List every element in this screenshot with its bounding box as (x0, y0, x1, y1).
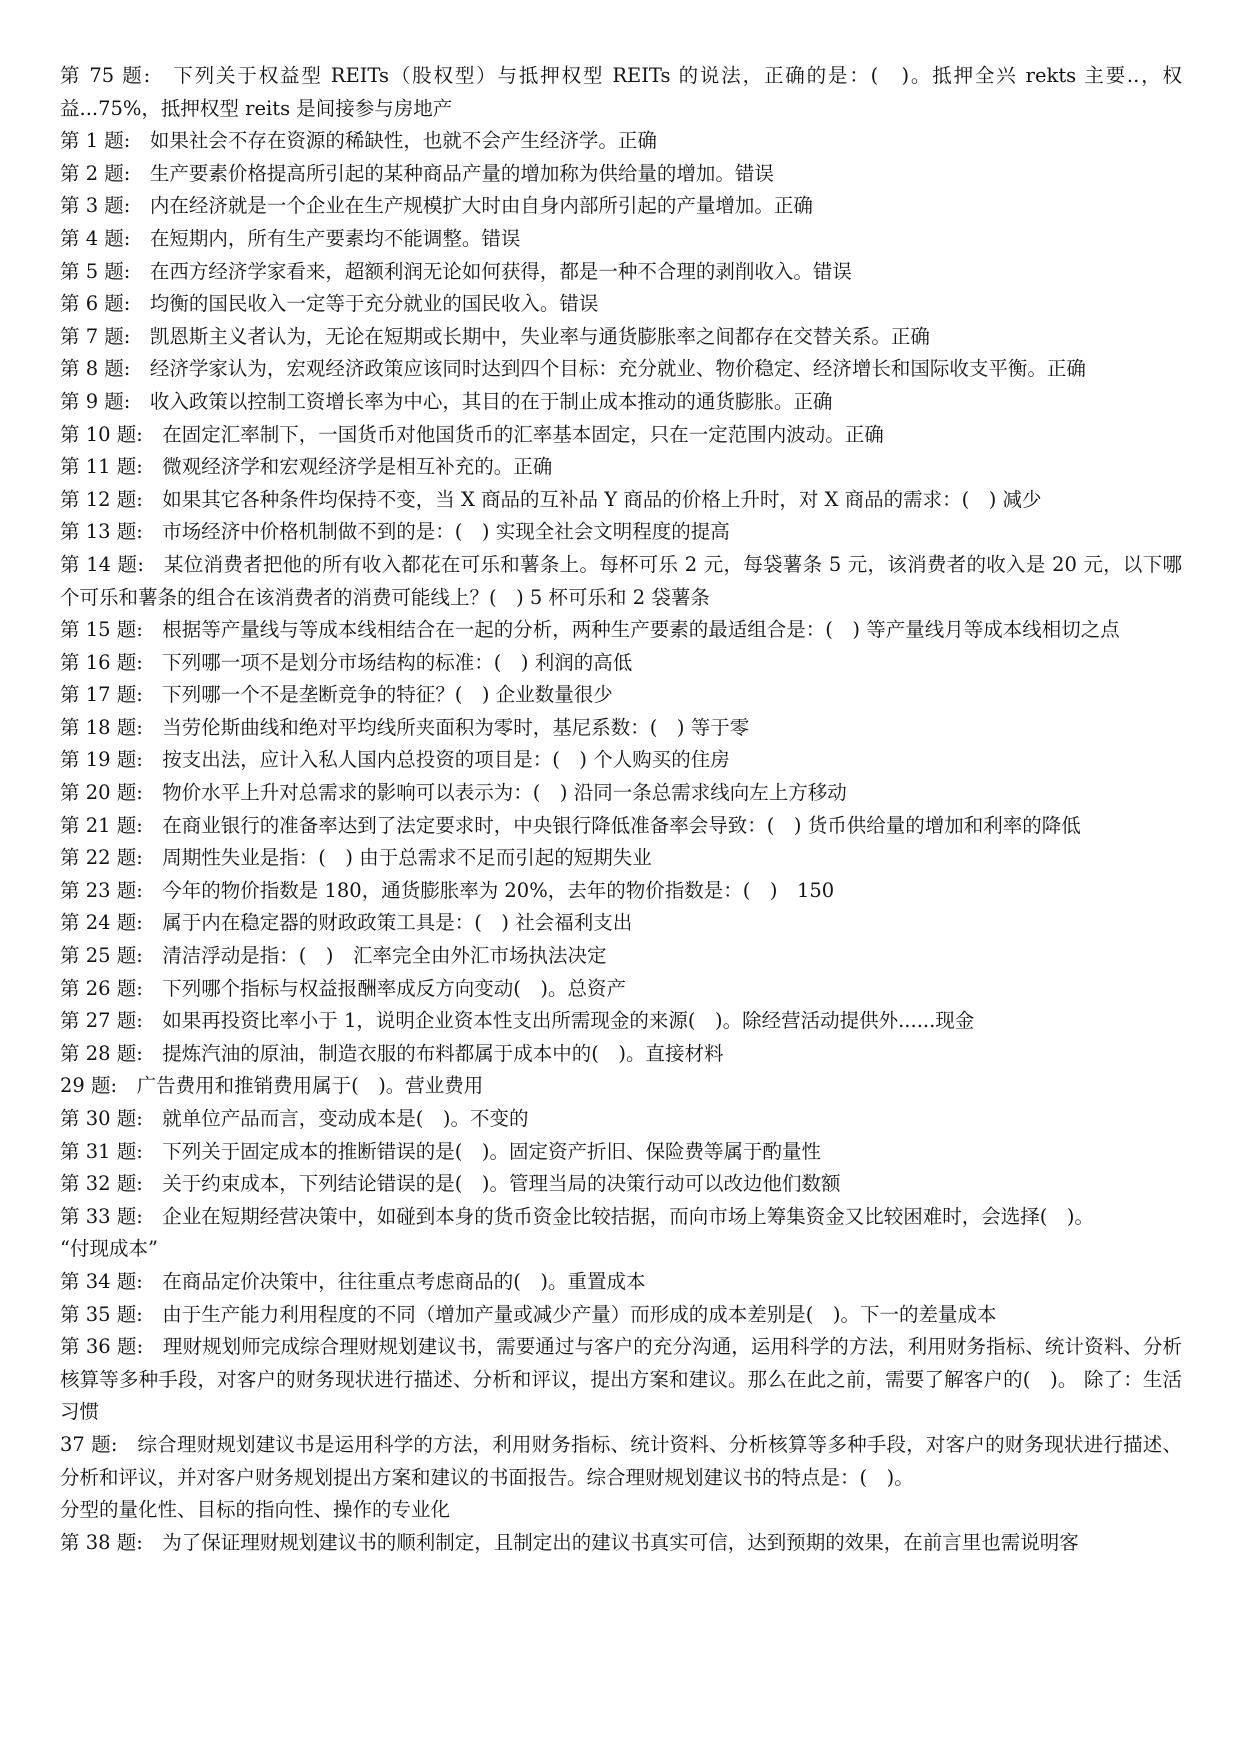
question-31-line: 第 31 题: 下列关于固定成本的推断错误的是( )。固定资产折旧、保险费等属于酌量性 (60, 1139, 821, 1163)
question-22-line: 第 22 题: 周期性失业是指：( ) 由于总需求不足而引起的短期失业 (60, 846, 652, 870)
question-21-line: 第 21 题: 在商业银行的准备率达到了法定要求时，中央银行降低准备率会导致：( ) 货币供给量的增加和利率的降低 (60, 813, 1081, 837)
question-33-answer-line: “付现成本” (60, 1237, 158, 1261)
question-18-line: 第 18 题: 当劳伦斯曲线和绝对平均线所夹面积为零时，基尼系数：( ) 等于零 (60, 715, 750, 739)
question-19-line: 第 19 题: 按支出法，应计入私人国内总投资的项目是：( ) 个人购买的住房 (60, 748, 730, 772)
question-3-line: 第 3 题: 内在经济就是一个企业在生产规模扩大时由自身内部所引起的产量增加。正确 (60, 194, 813, 218)
question-23-line: 第 23 题: 今年的物价指数是 180，通货膨胀率为 20%，去年的物价指数是：( ) 150 (60, 878, 835, 902)
question-28-line: 第 28 题: 提炼汽油的原油，制造衣服的布料都属于成本中的( )。直接材料 (60, 1041, 724, 1065)
question-29-line: 29 题: 广告费用和推销费用属于( )。营业费用 (60, 1074, 484, 1098)
question-36-line: 第 36 题: 理财规划师完成综合理财规划建议书，需要通过与客户的充分沟通，运用科学的方法，利用财务指标、统计资料、分析核算等多种手段，对客户的财务现状进行描述、分析和评议，提出方案和建议。那么在此之前，需要了解客户的( )。 除了：生活习惯 (60, 1335, 1182, 1424)
question-4-line: 第 4 题: 在短期内，所有生产要素均不能调整。错误 (60, 226, 521, 250)
question-33-line: 第 33 题: 企业在短期经营决策中，如碰到本身的货币资金比较拮据，而向市场上筹集资金又比较困难时，会选择( )。 (60, 1204, 1094, 1228)
question-20-line: 第 20 题: 物价水平上升对总需求的影响可以表示为：( ) 沿同一条总需求线向左上方移动 (60, 781, 847, 805)
question-26-line: 第 26 题: 下列哪个指标与权益报酬率成反方向变动( )。总资产 (60, 976, 626, 1000)
question-11-line: 第 11 题: 微观经济学和宏观经济学是相互补充的。正确 (60, 455, 553, 479)
question-75-line: 第 75 题: 下列关于权益型 REITs（股权型）与抵押权型 REITs 的说法，正确的是：( )。抵押全兴 rekts 主要..，权益...75%，抵押权型 reits 是间接参与房地产 (60, 64, 1182, 120)
question-13-line: 第 13 题: 市场经济中价格机制做不到的是：( ) 实现全社会文明程度的提高 (60, 520, 730, 544)
question-12-line: 第 12 题: 如果其它各种条件均保持不变，当 X 商品的互补品 Y 商品的价格上升时，对 X 商品的需求：( ) 减少 (60, 487, 1042, 511)
question-37-line: 37 题: 综合理财规划建议书是运用科学的方法，利用财务指标、统计资料、分析核算等多种手段，对客户的财务现状进行描述、分析和评议，并对客户财务规划提出方案和建议的书面报告。综合理财规划建议书的特点是：( )。 (60, 1432, 1182, 1489)
question-37-answer-line: 分型的量化性、目标的指向性、操作的专业化 (60, 1498, 451, 1522)
document-body (60, 60, 1182, 1559)
question-2-line: 第 2 题: 生产要素价格提高所引起的某种商品产量的增加称为供给量的增加。错误 (60, 161, 774, 185)
question-32-line: 第 32 题: 关于约束成本，下列结论错误的是( )。管理当局的决策行动可以改边他们数额 (60, 1172, 841, 1196)
question-38-line: 第 38 题: 为了保证理财规划建议书的顺利制定，且制定出的建议书真实可信，达到预期的效果，在前言里也需说明客 (60, 1530, 1079, 1554)
question-8-line: 第 8 题: 经济学家认为，宏观经济政策应该同时达到四个目标：充分就业、物价稳定、经济增长和国际收支平衡。正确 (60, 357, 1086, 381)
question-35-line: 第 35 题: 由于生产能力利用程度的不同（增加产量或减少产量）而形成的成本差别是( )。下一的差量成本 (60, 1302, 997, 1326)
question-17-line: 第 17 题: 下列哪一个不是垄断竞争的特征？( ) 企业数量很少 (60, 683, 613, 707)
question-1-line: 第 1 题: 如果社会不存在资源的稀缺性，也就不会产生经济学。正确 (60, 129, 657, 153)
question-15-line: 第 15 题: 根据等产量线与等成本线相结合在一起的分析，两种生产要素的最适组合是：( ) 等产量线月等成本线相切之点 (60, 618, 1120, 642)
question-27-line: 第 27 题: 如果再投资比率小于 1，说明企业资本性支出所需现金的来源( )。除经营活动提供外......现金 (60, 1009, 975, 1033)
question-9-line: 第 9 题: 收入政策以控制工资增长率为中心，其目的在于制止成本推动的通货膨胀。正确 (60, 389, 833, 413)
question-14-line: 第 14 题: 某位消费者把他的所有收入都花在可乐和薯条上。每杯可乐 2 元，每袋薯条 5 元，该消费者的收入是 20 元，以下哪个可乐和薯条的组合在该消费者的消费可能线上？( ) 5 杯可乐和 2 袋薯条 (60, 552, 1182, 609)
question-24-line: 第 24 题: 属于内在稳定器的财政政策工具是：( ) 社会福利支出 (60, 911, 633, 935)
question-5-line: 第 5 题: 在西方经济学家看来，超额利润无论如何获得，都是一种不合理的剥削收入。错误 (60, 259, 852, 283)
question-30-line: 第 30 题: 就单位产品而言，变动成本是( )。不变的 (60, 1107, 529, 1130)
question-6-line: 第 6 题: 均衡的国民收入一定等于充分就业的国民收入。错误 (60, 292, 599, 316)
question-7-line: 第 7 题: 凯恩斯主义者认为，无论在短期或长期中，失业率与通货膨胀率之间都存在交替关系。正确 (60, 324, 930, 348)
question-25-line: 第 25 题: 清洁浮动是指：( ) 汇率完全由外汇市场执法决定 (60, 944, 607, 968)
question-10-line: 第 10 题: 在固定汇率制下，一国货币对他国货币的汇率基本固定，只在一定范围内波动。正确 (60, 422, 884, 446)
question-34-line: 第 34 题: 在商品定价决策中，往往重点考虑商品的( )。重置成本 (60, 1269, 646, 1293)
question-16-line: 第 16 题: 下列哪一项不是划分市场结构的标准：( ) 利润的高低 (60, 650, 633, 674)
